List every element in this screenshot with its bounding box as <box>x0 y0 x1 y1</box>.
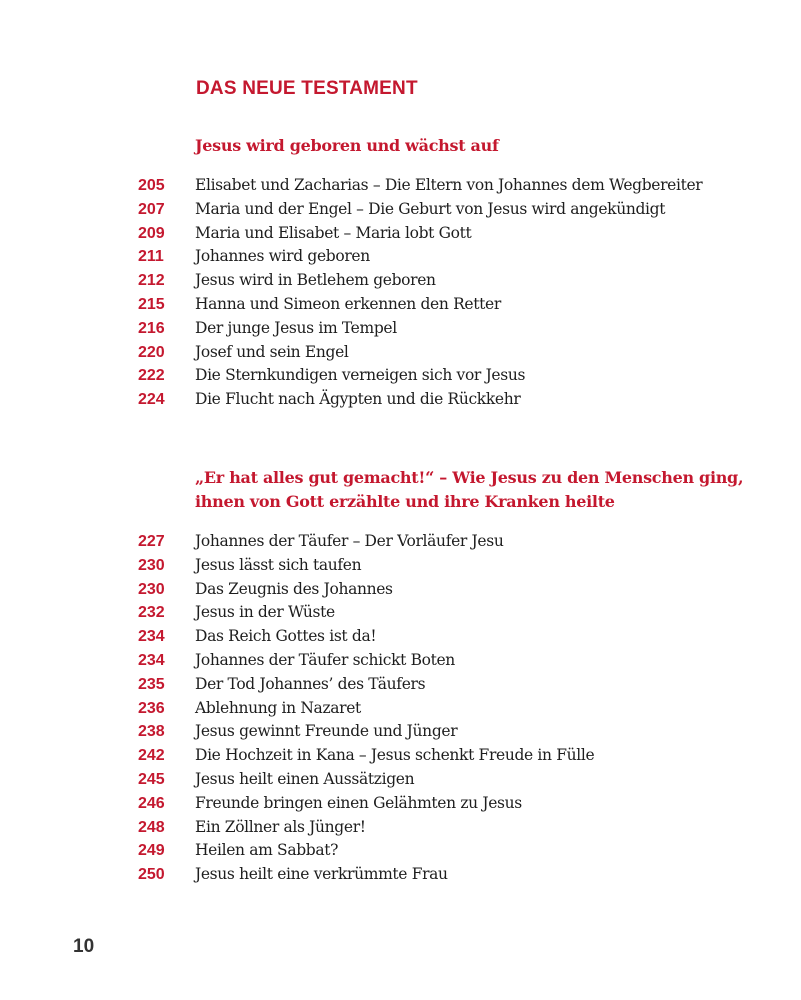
toc-page-number: 238 <box>138 723 165 741</box>
toc-entry-title: Johannes der Täufer – Der Vorläufer Jesu <box>195 532 504 550</box>
toc-page-number: 235 <box>138 675 165 693</box>
toc-entry[interactable] <box>130 816 750 840</box>
toc-entry-title: Der Tod Johannes’ des Täufers <box>195 674 426 693</box>
toc-entry-title: Jesus gewinnt Freunde und Jünger <box>195 722 458 741</box>
toc-page-number: 215 <box>138 295 165 313</box>
toc-entry[interactable] <box>130 530 750 554</box>
toc-page-number: 211 <box>138 248 164 266</box>
toc-page-number: 220 <box>138 343 165 361</box>
page-number: 10 <box>73 936 95 957</box>
toc-page-number: 230 <box>138 580 165 598</box>
toc-page-number: 207 <box>138 200 165 218</box>
toc-entry-title: Jesus wird in Betlehem geboren <box>195 271 436 290</box>
toc-page-number: 242 <box>138 747 165 765</box>
toc-list <box>130 530 750 887</box>
toc-page-number: 250 <box>138 866 165 884</box>
toc-entry-title: Jesus lässt sich taufen <box>195 555 362 574</box>
toc-page-number: 234 <box>138 628 165 646</box>
toc-entry[interactable] <box>130 364 750 388</box>
section-title: Jesus wird geboren und wächst auf <box>195 136 499 155</box>
toc-entry-title: Die Sternkundigen verneigen sich vor Jesus <box>195 366 526 385</box>
toc-page-number: 232 <box>138 604 165 622</box>
section-title: „Er hat alles gut gemacht!“ – Wie Jesus zu den Menschen ging, ihnen von Gott erzählte und ihre Kranken heilte <box>195 468 744 511</box>
toc-entry[interactable] <box>130 293 750 317</box>
toc-entry[interactable] <box>130 317 750 341</box>
toc-entry-title: Josef und sein Engel <box>195 342 349 361</box>
toc-page-number: 216 <box>138 319 165 337</box>
section-ministry <box>130 466 750 887</box>
toc-entry-title: Das Zeugnis des Johannes <box>195 579 393 598</box>
toc-entry[interactable] <box>130 673 750 697</box>
toc-entry-title: Heilen am Sabbat? <box>195 841 339 860</box>
toc-page-number: 224 <box>138 391 165 409</box>
toc-entry-title: Maria und der Engel – Die Geburt von Jesus wird angekündigt <box>195 199 666 218</box>
toc-entry[interactable] <box>130 768 750 792</box>
section-birth <box>130 134 750 412</box>
toc-page-number: 212 <box>138 272 165 290</box>
toc-entry[interactable] <box>130 245 750 269</box>
toc-entry-title: Hanna und Simeon erkennen den Retter <box>195 294 501 313</box>
toc-entry[interactable] <box>130 388 750 412</box>
toc-entry-title: Elisabet und Zacharias – Die Eltern von Johannes dem Wegbereiter <box>195 176 703 194</box>
toc-entry[interactable] <box>130 269 750 293</box>
toc-page-number: 236 <box>138 699 165 717</box>
toc-entry[interactable] <box>130 720 750 744</box>
toc-page-number: 249 <box>138 842 165 860</box>
toc-entry-title: Jesus heilt eine verkrümmte Frau <box>195 865 448 884</box>
toc-page-number: 246 <box>138 794 165 812</box>
toc-entry[interactable] <box>130 174 750 198</box>
toc-page-number: 248 <box>138 818 165 836</box>
toc-page-number: 230 <box>138 556 165 574</box>
toc-entry[interactable] <box>130 222 750 246</box>
toc-entry[interactable] <box>130 839 750 863</box>
toc-entry[interactable] <box>130 554 750 578</box>
toc-entry-title: Johannes wird geboren <box>195 247 370 266</box>
toc-page-number: 227 <box>138 533 165 550</box>
toc-entry-title: Freunde bringen einen Gelähmten zu Jesus <box>195 793 522 812</box>
toc-entry-title: Jesus in der Wüste <box>195 603 335 622</box>
toc-entry[interactable] <box>130 792 750 816</box>
toc-entry[interactable] <box>130 649 750 673</box>
toc-entry[interactable] <box>130 697 750 721</box>
toc-entry-title: Johannes der Täufer schickt Boten <box>195 650 455 669</box>
toc-entry[interactable] <box>130 744 750 768</box>
toc-entry-title: Jesus heilt einen Aussätzigen <box>195 769 415 788</box>
toc-entry-title: Die Flucht nach Ägypten und die Rückkehr <box>195 390 521 409</box>
toc-page-number: 209 <box>138 224 165 242</box>
toc-page-number: 245 <box>138 770 165 788</box>
toc-entry-title: Ein Zöllner als Jünger! <box>195 817 366 836</box>
toc-entry[interactable] <box>130 578 750 602</box>
toc-list <box>130 174 750 412</box>
toc-page-number: 234 <box>138 651 165 669</box>
toc-page-number: 222 <box>138 367 165 385</box>
toc-entry[interactable] <box>130 863 750 887</box>
toc-entry[interactable] <box>130 198 750 222</box>
part-title: DAS NEUE TESTAMENT <box>196 78 418 99</box>
toc-entry[interactable] <box>130 601 750 625</box>
toc-entry-title: Ablehnung in Nazaret <box>195 698 361 717</box>
toc-page-number: 205 <box>138 177 165 194</box>
toc-entry[interactable] <box>130 625 750 649</box>
toc-entry-title: Der junge Jesus im Tempel <box>195 318 397 337</box>
toc-entry-title: Die Hochzeit in Kana – Jesus schenkt Freude in Fülle <box>195 746 595 765</box>
toc-entry-title: Maria und Elisabet – Maria lobt Gott <box>195 223 472 242</box>
toc-entry[interactable] <box>130 341 750 365</box>
toc-entry-title: Das Reich Gottes ist da! <box>195 627 377 646</box>
